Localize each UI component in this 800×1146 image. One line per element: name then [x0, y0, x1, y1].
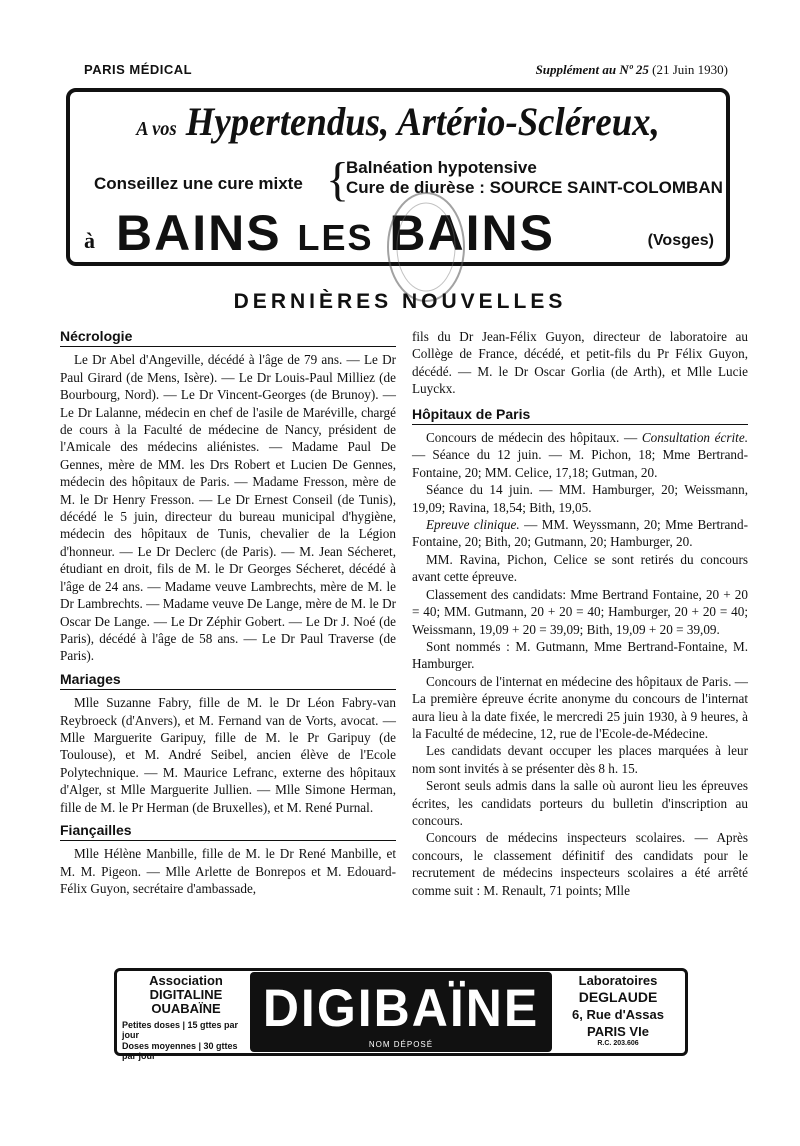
issue-info [536, 62, 728, 78]
ad-lab-name: DEGLAUDE [578, 989, 658, 1005]
concours-title: Concours de médecin des hôpitaux. [426, 430, 620, 446]
heading-fiancailles: Fiançailles [60, 822, 396, 841]
ad-cure-line-2: Cure de diurèse : SOURCE SAINT-COLOMBAN [346, 178, 723, 197]
advertisement-digibaine [114, 968, 688, 1061]
ad-digitaline: DIGITALINE [149, 987, 223, 1002]
issue-date: (21 Juin 1930) [652, 62, 728, 77]
journal-title: PARIS MÉDICAL [84, 62, 193, 77]
page-header [84, 62, 728, 80]
paragraph-epreuve-clinique [412, 516, 748, 551]
continuation-text: fils du Dr Jean-Félix Guyon, directeur de laboratoire au Collège de France, décédé, et petit-fils du Pr Félix Guyon, décédé. — M. le Dr Oscar Gorlia (de Arth), et Mlle Lucie Luyckx. [412, 329, 748, 397]
ad-dose-2: Doses moyennes | 30 gttes par jour [122, 1041, 238, 1061]
consultation-label: Consultation écrite. [641, 430, 748, 446]
ad-cure-line-1: Balnéation hypotensive [346, 158, 537, 177]
ad-cure-text: Conseillez une cure mixte [94, 174, 303, 193]
paragraph-seance-14-juin: Séance du 14 juin. — MM. Hamburger, 20; Weissmann, 19,09; Ravina, 18,54; Bith, 19,05. [412, 482, 748, 515]
ad-lab-rc: R.C. 203.606 [597, 1040, 639, 1047]
ad-brand-banner [250, 972, 552, 1052]
paragraph-concours-medecin: Concours de médecin des hôpitaux. — Consultation écrite. — Séance du 12 juin. — M. Pichon, 18; Mme Bertrand-Fontaine, 20; MM. Celice, 17,18; Gutman, 20. [412, 430, 749, 480]
seance-12-juin: Séance du 12 juin. — M. Pichon, 18; Mme Bertrand-Fontaine, 20; MM. Celice, 17,18; Gutman, 20. [412, 447, 749, 480]
ad-lab-label: Laboratoires [578, 973, 658, 988]
paragraph-retires: MM. Ravina, Pichon, Celice se sont retirés du concours avant cette épreuve. [412, 551, 748, 585]
section-title: DERNIÈRES NOUVELLES [233, 290, 567, 313]
ad-brand-les: LES [297, 217, 374, 258]
epreuve-results: — MM. Weyssmann, 20; Mme Bertrand-Fontaine, 20; Bith, 20; Gutmann, 20; Hamburger, 20. [412, 517, 748, 550]
supplement-label: Supplément au Nº 25 [535, 62, 649, 77]
necrologie-text: Le Dr Abel d'Angeville, décédé à l'âge de 79 ans. — Le Dr Paul Girard (de Mens, Isère). — Le Dr Louis-Paul Milliez (de Bourbourg, Nord). — Le Dr Vincent-Georges (de Brunoy). — Le Dr Lalanne, médecin en chef de l'asile de Maréville, chargé de cours à la Faculté de médecine de Nancy, président de l'Amicale des médecins aliénistes. — Madame Paul De Gennes, mère de MM. les Drs Robert et Lucien De Gennes, médecin des hôpitaux de Paris. — Madame Fresson, mère de M. le Dr Henry Fresson. — Le Dr Ernest Conseil (de Tunis), décédé le 5 juin, directeur du bureau municipal d'hygiène, médecin des hôpitaux de Tunis, chevalier de la Légion d'honneur. — Le Dr Declerc (de Paris). — M. Jean Sécheret, étudiant en droit, fils de M. le Dr Georges Sécheret, décédé à l'âge de 24 ans. — Madame veuve Lambrechts, mère de M. le Dr Lambrechts. — Madame veuve De Lange, mère de M. le Dr Oscar De Lange. — Le Dr Zéphir Gobert. — Le Dr J. Noé (de Paris), décédé à l'âge de 58 ans. — Le Dr Paul Traverse (de Paris). [60, 352, 396, 664]
brace-icon: { [326, 153, 350, 206]
ad-brand-name [116, 204, 555, 262]
paragraph-candidats: Les candidats devant occuper les places marquées à leur nom sont invités à se présenter dès 8 h. 15. [412, 743, 748, 776]
ad-nom-depose: NOM DÉPOSÉ [368, 1040, 434, 1049]
mariages-text: Mlle Suzanne Fabry, fille de M. le Dr Léon Fabry-van Reybroeck (d'Anvers), et M. Fernand van de Vorts, avocat. — Mlle Marguerite Garipuy, fille de M. le Pr Garipuy (de Toulouse), et M. André Seibel, ancien élève de l'Ecole Polytechnique. — M. Maurice Lefranc, externe des hôpitaux d'Alger, st Mlle Marguerite Jullien. — Mlle Simone Herman, fille de M. le Pr Herman (de Bruxelles), et M. René Purnal. [60, 695, 396, 815]
ad-brand-digibaine: DIGIBAÏNE [262, 978, 540, 1038]
ad-lab-street: 6, Rue d'Assas [572, 1007, 664, 1022]
ad-a-letter: à [84, 228, 95, 253]
ad-association-label: Association [149, 973, 223, 988]
library-stamp-icon [382, 188, 470, 306]
ad-laboratoire-box [554, 972, 682, 1050]
ad-ouabaine: OUABAÏNE [151, 1001, 221, 1016]
ad-brand-bains-2: BAINS [389, 205, 555, 261]
paragraph-internat: Concours de l'internat en médecine des hôpitaux de Paris. — La première épreuve écrite anonyme du concours de l'internat aura lieu à la date fixée, le mercredi 25 juin 1930, à 9 heures, à la Faculté de médecine, 12, rue de l'Ecole-de-Médecine. [412, 673, 748, 741]
ad-location: (Vosges) [647, 232, 714, 249]
ad-association-box [122, 973, 250, 1061]
ad-headline-main: Hypertendus, Artério-Scléreux, [185, 99, 660, 144]
left-column [60, 328, 396, 898]
ad-brand-bains-1: BAINS [116, 205, 282, 261]
paragraph-classement: Classement des candidats: Mme Bertrand Fontaine, 20 + 20 = 40; MM. Gutmann, 20 + 20 = 40; Hamburger, 20 + 20 = 40; Weissmann, 19,09 + 20 = 39,09; Bith, 19,09 + 20 = 39,09. [412, 586, 748, 637]
heading-mariages: Mariages [60, 671, 396, 690]
fiancailles-text: Mlle Hélène Manbille, fille de M. le Dr René Manbille, et M. M. Pigeon. — Mlle Arlette de Bonrepos et M. Edouard-Félix Guyon, secrétaire d'ambassade, [60, 846, 396, 897]
right-column [412, 328, 748, 899]
ad-headline [96, 98, 700, 145]
ad-lab-city: PARIS VIe [587, 1024, 649, 1039]
paragraph-inspecteurs: Concours de médecins inspecteurs scolaires. — Après concours, le classement définitif des candidats pour le recrutement de médecins inspecteurs scolaires a été arrêté comme suit : M. Renault, 71 points; Mlle [412, 830, 748, 898]
ad-dose-1: Petites doses | 15 gttes par jour [122, 1020, 239, 1040]
paragraph-nommes: Sont nommés : M. Gutmann, Mme Bertrand-Fontaine, M. Hamburger. [412, 638, 748, 672]
heading-hopitaux: Hôpitaux de Paris [412, 406, 748, 425]
ad-headline-prefix: A vos [136, 118, 177, 140]
heading-necrologie: Nécrologie [60, 328, 396, 347]
epreuve-label: Epreuve clinique. [426, 517, 520, 533]
paragraph-admis: Seront seuls admis dans la salle où auront lieu les épreuves écrites, les candidats porteurs du bulletin d'inscription au concours. [412, 778, 748, 828]
